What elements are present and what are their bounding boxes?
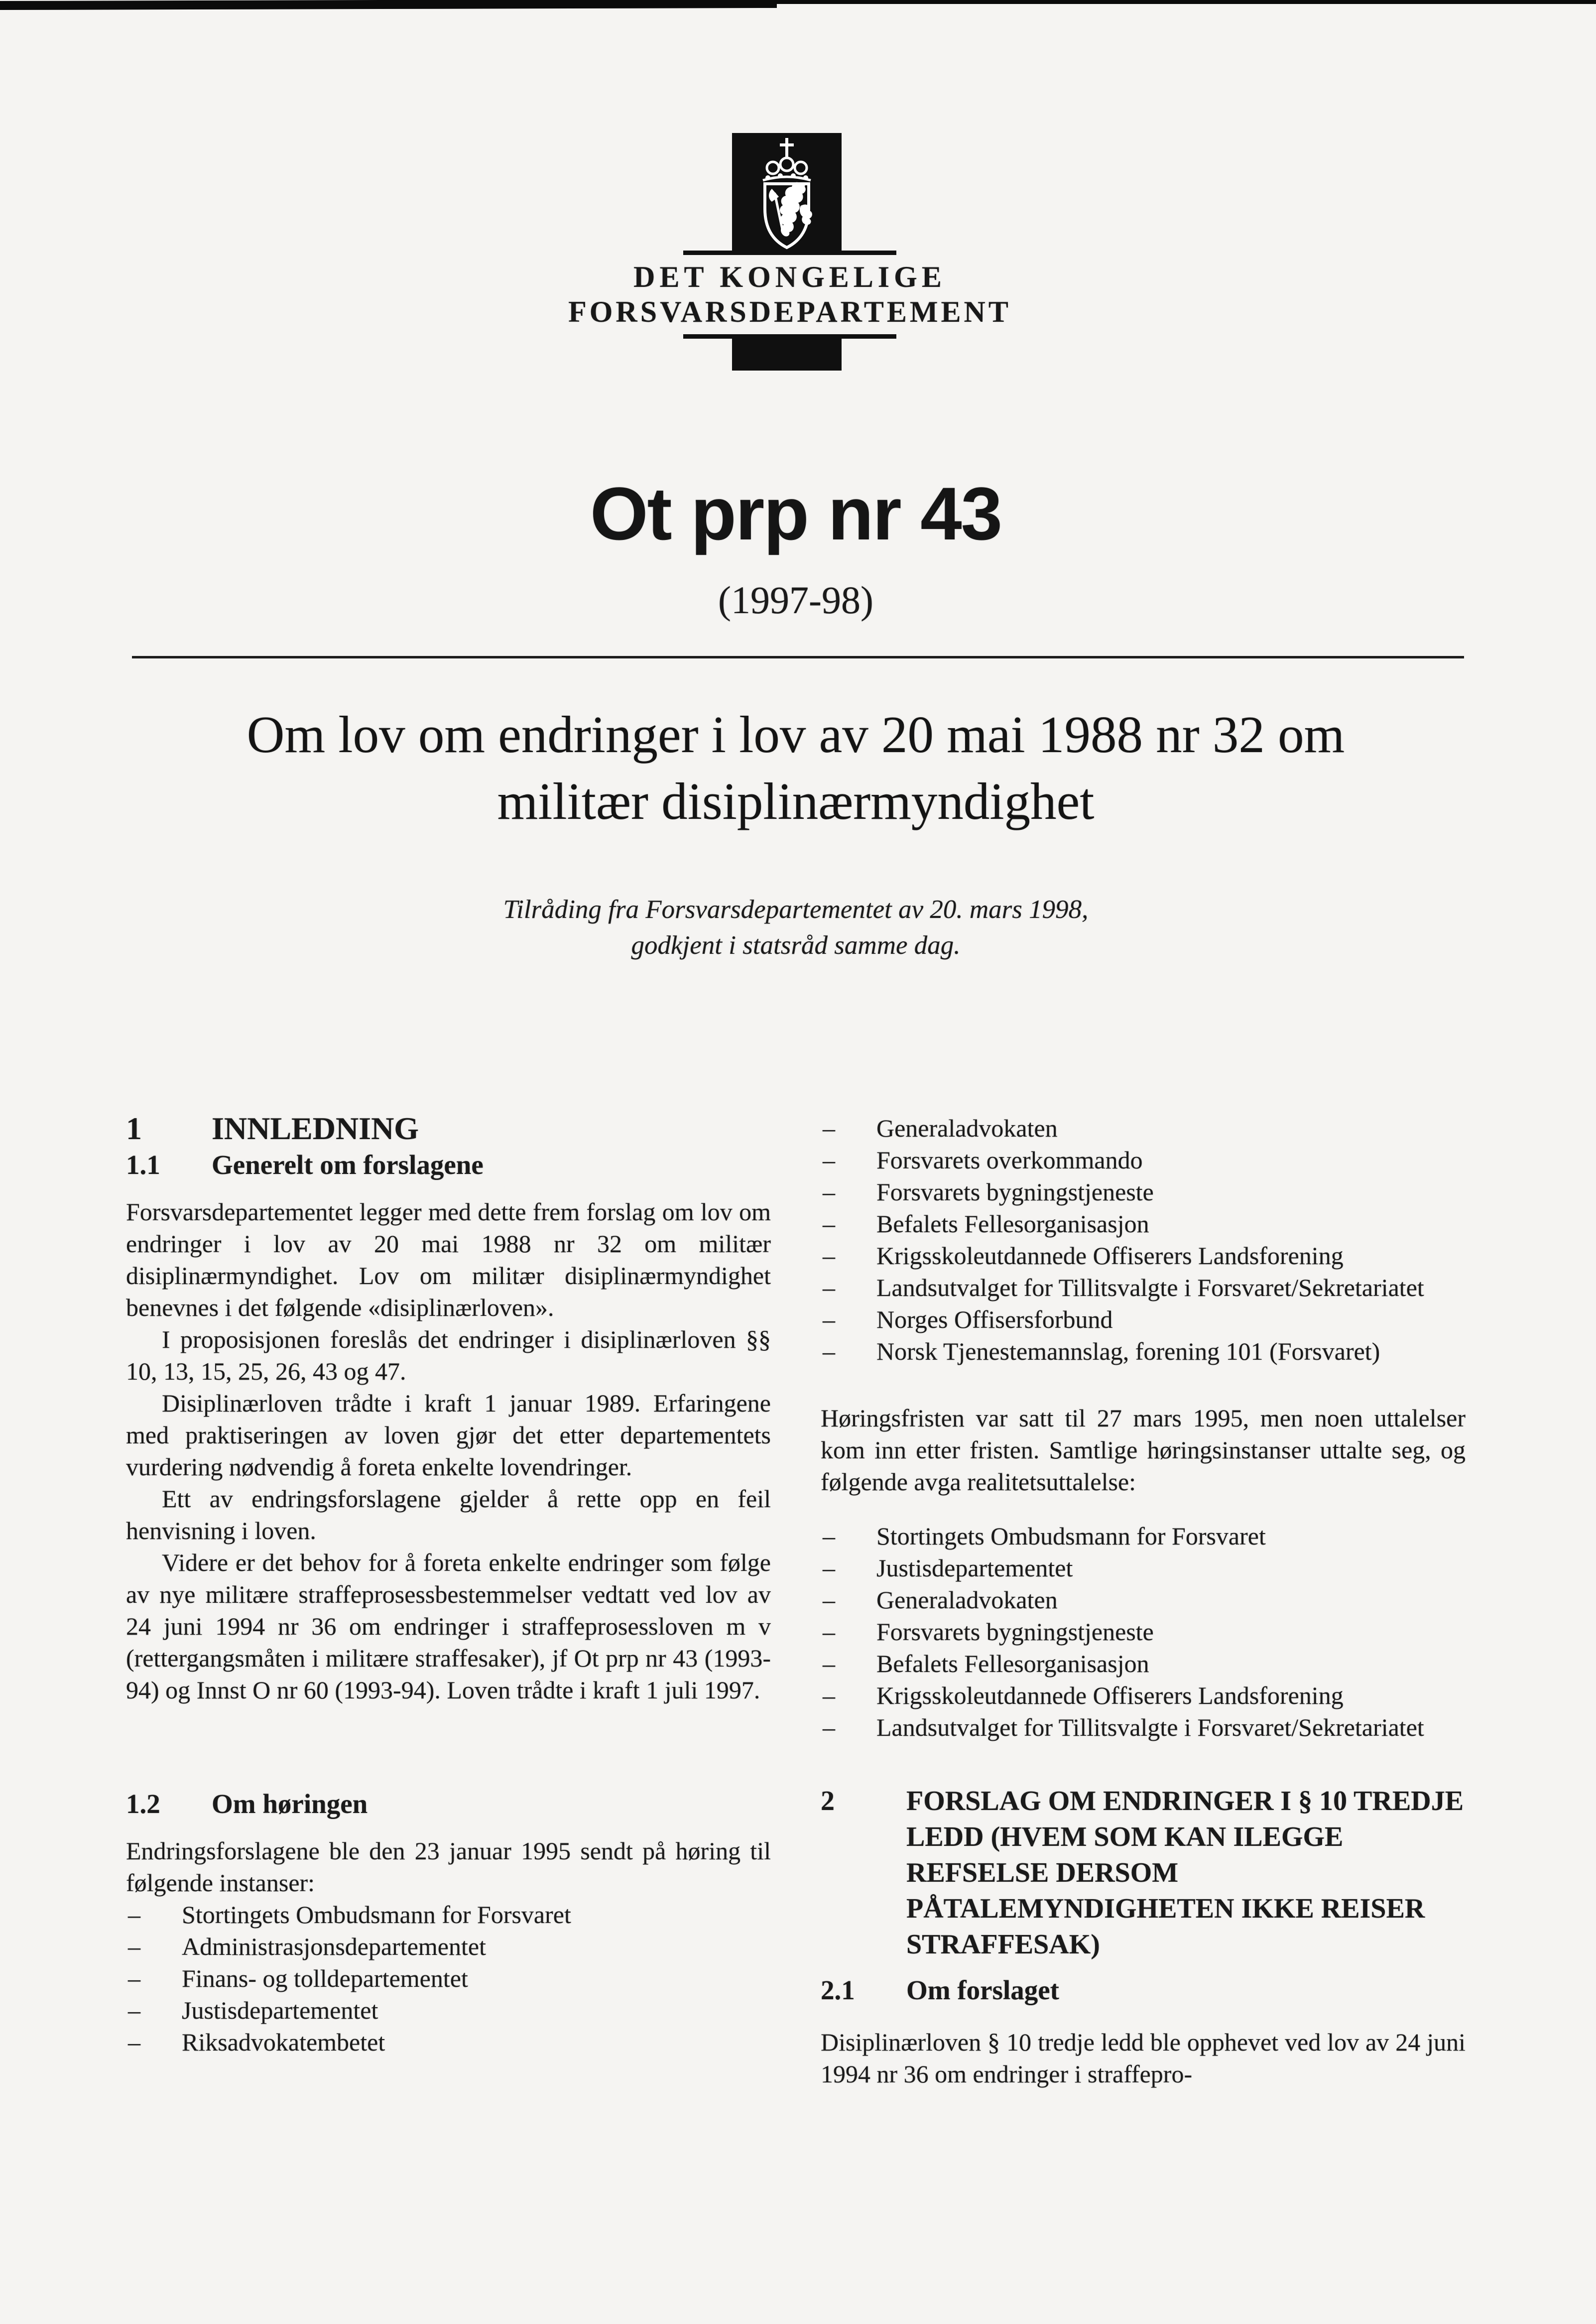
paragraph: Disiplinærloven trådte i kraft 1 januar 1989. Erfaringene med praktiseringen av loven gjør det etter departementets vurdering nødvendig å foreta enkelte lovendringer. xyxy=(126,1389,771,1481)
divider-rule xyxy=(132,656,1464,658)
hearing-recipients-list-part2 xyxy=(821,1112,1466,1367)
list-item: – Forsvarets bygningstjeneste xyxy=(821,1176,1466,1208)
list-item: – Administrasjonsdepartementet xyxy=(126,1931,771,1962)
list-item: – Forsvarets bygningstjeneste xyxy=(821,1616,1466,1648)
section-1-title: INNLEDNING xyxy=(212,1111,419,1146)
right-column xyxy=(821,1098,1466,2090)
hearing-intro-paragraph: Endringsforslagene ble den 23 januar 1995 sendt på høring til følgende instanser: xyxy=(126,1837,771,1897)
recommendation-line2: godkjent i statsråd samme dag. xyxy=(631,931,961,960)
recommendation-line1: Tilråding fra Forsvarsdepartementet av 20. mars 1998, xyxy=(503,895,1089,924)
norwegian-lion-emblem xyxy=(732,133,842,253)
list-item: – Landsutvalget for Tillitsvalgte i Forsvaret/Sekretariatet xyxy=(821,1711,1466,1743)
paragraph: Videre er det behov for å foreta enkelte endringer som følge av nye militære straffeprosessbestemmelser vedtatt ved lov av 24 juni 1994 nr 36 om endringer i straffeprosessloven m v (rettergangsmåten i militære straffesaker), jf Ot prp nr 43 (1993-94) og Innst O nr 60 (1993-94). Loven trådte i kraft 1 juli 1997. xyxy=(126,1549,771,1704)
recommendation-note xyxy=(126,892,1466,963)
list-item: – Landsutvalget for Tillitsvalgte i Forsvaret/Sekretariatet xyxy=(821,1272,1466,1303)
list-item: – Krigsskoleutdannede Offiserers Landsforening xyxy=(821,1679,1466,1711)
section-2-heading xyxy=(821,1783,1466,1962)
list-item: – Norges Offisersforbund xyxy=(821,1303,1466,1335)
list-item: – Norsk Tjenestemannslag, forening 101 (Forsvaret) xyxy=(821,1335,1466,1367)
list-item: – Stortingets Ombudsmann for Forsvaret xyxy=(821,1520,1466,1552)
hearing-recipients-list-part1 xyxy=(126,1899,771,2058)
scan-edge-artifact-left xyxy=(0,0,777,10)
document-number: Ot prp nr 43 xyxy=(590,472,1002,555)
paragraph: Disiplinærloven § 10 tredje ledd ble opphevet ved lov av 24 juni 1994 nr 36 om endringer i straffepro- xyxy=(821,2028,1466,2088)
respondents-list xyxy=(821,1520,1466,1743)
paragraph: Ett av endringsforslagene gjelder å rette opp en feil henvisning i loven. xyxy=(126,1485,771,1545)
list-item: – Generaladvokaten xyxy=(821,1584,1466,1616)
paragraph: Forsvarsdepartementet legger med dette frem forslag om lov om endringer i lov av 20 mai 1988 nr 32 om militær disiplinærmyndighet. Lov om militær disiplinærmyndighet benevnes i det følgende «disiplinærloven». xyxy=(126,1198,771,1321)
scan-edge-artifact-right xyxy=(737,0,1596,4)
coat-of-arms-icon xyxy=(732,133,842,253)
section-1-1-number: 1.1 xyxy=(126,1150,160,1180)
letterhead-rule-top xyxy=(683,251,896,255)
document-title-line2: militær disiplinærmyndighet xyxy=(497,772,1095,830)
section-2-number: 2 xyxy=(821,1786,835,1816)
list-item: – Generaladvokaten xyxy=(821,1112,1466,1144)
ministry-name-line2: FORSVARSDEPARTEMENT xyxy=(568,295,1011,328)
section-2-1-number: 2.1 xyxy=(821,1975,855,2005)
list-item: – Befalets Fellesorganisasjon xyxy=(821,1208,1466,1240)
document-title-line1: Om lov om endringer i lov av 20 mai 1988 nr 32 om xyxy=(246,705,1345,764)
list-item: – Befalets Fellesorganisasjon xyxy=(821,1648,1466,1679)
section-1-heading xyxy=(126,1110,771,1147)
section-2-1-heading xyxy=(821,1974,1466,2006)
list-item: – Riksadvokatembetet xyxy=(126,2026,771,2058)
list-item: – Justisdepartementet xyxy=(126,1994,771,2026)
left-column xyxy=(126,1098,771,2090)
section-1-number: 1 xyxy=(126,1111,142,1146)
list-item: – Stortingets Ombudsmann for Forsvaret xyxy=(126,1899,771,1931)
paragraph: I proposisjonen foreslås det endringer i disiplinærloven §§ 10, 13, 15, 25, 26, 43 og 47. xyxy=(126,1325,771,1385)
letterhead-rule-bottom xyxy=(683,334,896,339)
document-title xyxy=(126,701,1466,835)
list-item: – Finans- og tolldepartementet xyxy=(126,1962,771,1994)
two-column-body xyxy=(126,1098,1466,2090)
section-2-title: FORSLAG OM ENDRINGER I § 10 TREDJE LEDD (HVEM SOM KAN ILEGGE REFSELSE DERSOM PÅTALEMYNDIGHETEN IKKE REISER STRAFFESAK) xyxy=(906,1786,1464,1960)
section-1-2-number: 1.2 xyxy=(126,1789,160,1819)
section-2-1-title: Om forslaget xyxy=(906,1975,1059,2005)
letterhead-ribbon-tab xyxy=(732,339,842,371)
section-1-1-heading xyxy=(126,1149,771,1181)
section-1-2-heading xyxy=(126,1788,771,1820)
section-1-1-title: Generelt om forslagene xyxy=(212,1150,484,1180)
session-years: (1997-98) xyxy=(718,578,873,622)
ministry-name-line1: DET KONGELIGE xyxy=(633,260,946,293)
list-item: – Krigsskoleutdannede Offiserers Landsforening xyxy=(821,1240,1466,1272)
list-item: – Justisdepartementet xyxy=(821,1552,1466,1584)
list-item: – Forsvarets overkommando xyxy=(821,1144,1466,1176)
deadline-paragraph: Høringsfristen var satt til 27 mars 1995, men noen uttalelser kom inn etter fristen. Samtlige høringsinstanser uttalte seg, og følgende avga realitetsuttalelse: xyxy=(821,1404,1466,1496)
section-1-2-title: Om høringen xyxy=(212,1789,368,1819)
